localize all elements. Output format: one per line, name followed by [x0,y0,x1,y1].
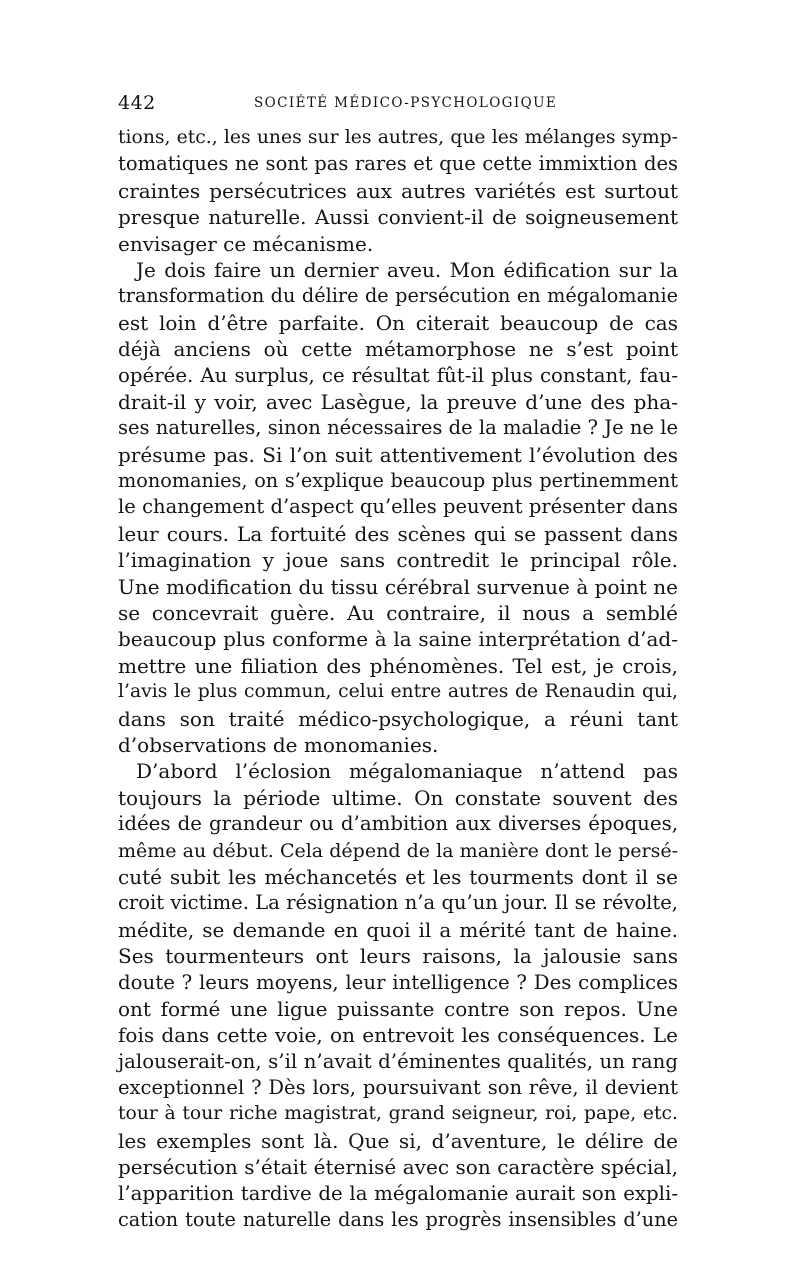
text-line: déjà anciens où cette métamorphose ne s’est point [118,337,678,362]
text-line: doute ? leurs moyens, leur intelligence ? Des complices [118,970,678,994]
text-line: leur cours. La fortuité des scènes qui se passent dans [118,521,678,546]
text-line: tomatiques ne sont pas rares et que cette immixtion des [118,152,678,176]
text-line: est loin d’être parfaite. On citerait beaucoup de cas [118,310,678,335]
text-line: tour à tour riche magistrat, grand seigneur, roi, pape, etc. [118,1103,678,1125]
text-line: dans son traité médico-psychologique, a réuni tant [118,706,678,731]
text-line: ont formé une ligue puissante contre son repos. Une [118,996,678,1021]
body-text [118,125,678,1233]
text-line: jalouserait-on, s’il n’avait d’éminentes qualités, un rang [118,1049,678,1073]
text-line: craintes persécutrices aux autres variétés est surtout [118,178,678,203]
text-line: Une modification du tissu cérébral survenue à point ne [118,574,678,599]
text-line: tions, etc., les unes sur les autres, que les mélanges symp- [118,127,678,148]
text-line: l’avis le plus commun, celui entre autres de Renaudin qui, [118,681,678,703]
text-line: exceptionnel ? Dès lors, poursuivant son rêve, il devient [118,1076,678,1100]
text-line: l’apparition tardive de la mégalomanie aurait son expli- [118,1181,678,1205]
text-line: médite, se demande en quoi il a mérité tant de haine. [118,917,678,942]
text-line: les exemples sont là. Que si, d’aventure, le délire de [118,1128,678,1153]
text-line: idées de grandeur ou d’ambition aux diverses époques, [118,812,678,836]
text-line: monomanies, on s’explique beaucoup plus pertinemment [118,469,678,493]
text-line: l’imagination y joue sans contredit le principal rôle. [118,548,678,573]
text-line: présume pas. Si l’on suit attentivement l’évolution des [118,442,678,467]
text-line: cuté subit les méchancetés et les tourments dont il se [118,864,678,889]
running-title: SOCIÉTÉ MÉDICO-PSYCHOLOGIQUE [254,95,558,111]
text-line: beaucoup plus conforme à la saine interprétation d’ad- [118,627,678,652]
text-line: d’observations de monomanies. [118,732,439,757]
running-head [118,92,678,116]
text-line: transformation du délire de persécution en mégalomanie [118,284,678,308]
text-line: persécution s’était éternisé avec son caractère spécial, [118,1155,678,1180]
text-line: D’abord l’éclosion mégalomaniaque n’attend pas [136,759,678,784]
text-line: toujours la période ultime. On constate souvent des [118,785,678,810]
page-number: 442 [118,92,156,114]
text-line: le changement d’aspect qu’elles peuvent présenter dans [118,495,678,519]
text-line: envisager ce mécanisme. [118,231,374,256]
text-line: fois dans cette voie, on entrevoit les conséquences. Le [118,1023,678,1048]
text-line: mettre une filiation des phénomènes. Tel est, je crois, [118,653,678,678]
text-line: ses naturelles, sinon nécessaires de la maladie ? Je ne le [118,416,678,440]
text-line: même au début. Cela dépend de la manière dont le persé- [118,839,678,862]
text-line: se concevrait guère. Au contraire, il nous a semblé [118,601,678,626]
text-line: presque naturelle. Aussi convient-il de soigneusement [118,205,678,230]
text-line: Je dois faire un dernier aveu. Mon édification sur la [136,257,678,282]
text-line: cation toute naturelle dans les progrès insensibles d’une [118,1208,678,1232]
text-line: opérée. Au surplus, ce résultat fût-il plus constant, fau- [118,363,678,387]
text-line: drait-il y voir, avec Lasègue, la preuve d’une des pha- [118,389,678,414]
text-line: Ses tourmenteurs ont leurs raisons, la jalousie sans [118,944,678,969]
text-line: croit victime. La résignation n’a qu’un jour. Il se révolte, [118,891,678,915]
